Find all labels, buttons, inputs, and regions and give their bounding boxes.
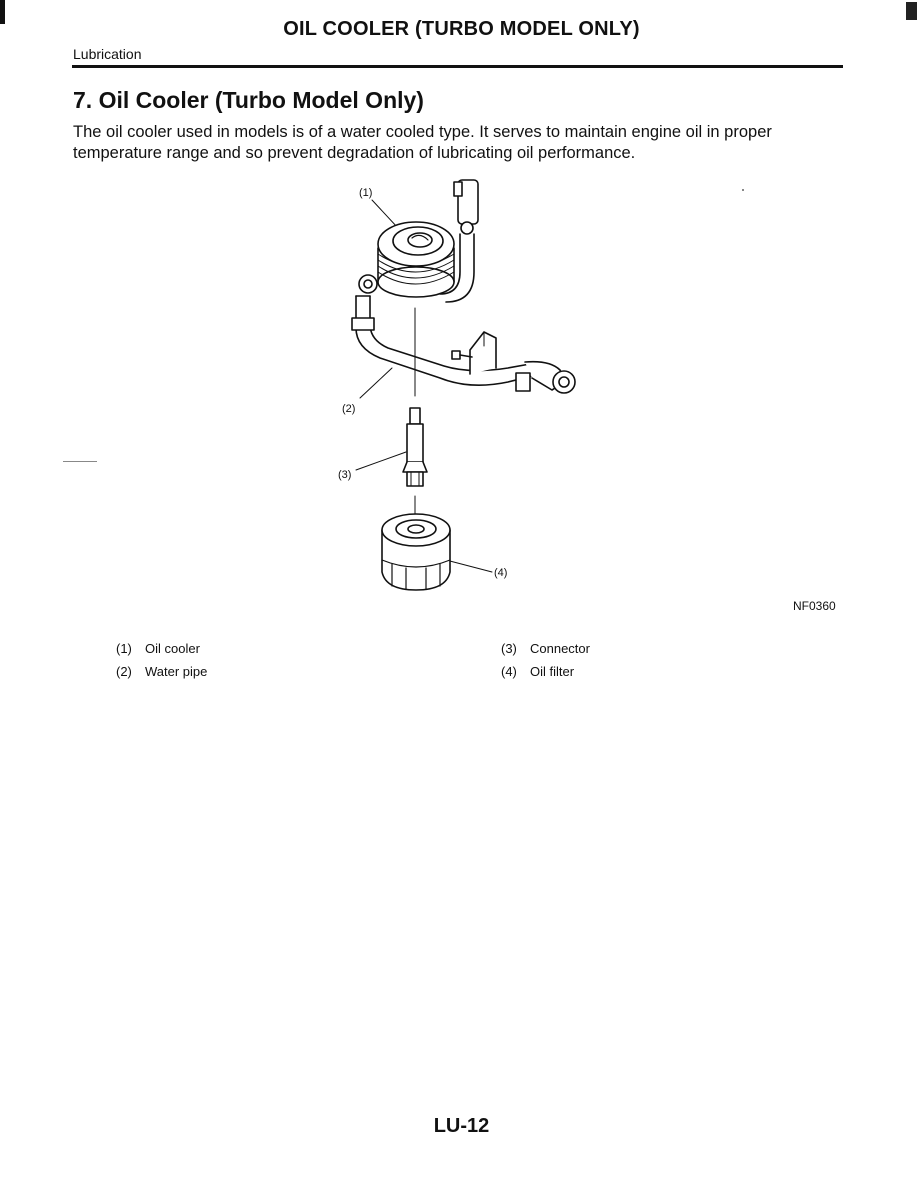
oil-cooler-body [378,222,454,297]
oil-cooler-diagram [320,168,600,603]
scan-speck [742,189,744,191]
legend-column-right [501,637,590,683]
legend-label: Oil cooler [145,641,200,656]
callout-leader-2 [360,368,392,398]
section-title: 7. Oil Cooler (Turbo Model Only) [73,87,424,113]
section-name: Lubrication [73,46,142,62]
connector [403,408,427,486]
page-number: LU-12 [433,1115,490,1137]
header-divider [72,65,843,68]
legend-number: (2) [116,664,132,679]
scan-speck [63,461,97,462]
legend-label: Water pipe [145,664,208,679]
callout-leader-1 [372,200,398,228]
figure-code: NF0360 [793,599,836,613]
oil-cooler-illustration [320,168,600,603]
mounting-bracket [452,332,496,374]
callout-leader-3 [356,452,406,470]
callout-label-3: (3) [338,469,352,481]
callout-leader-4 [446,560,492,572]
callout-label-4: (4) [494,567,508,579]
legend-number: (1) [116,641,132,656]
page-header-title: OIL COOLER (TURBO MODEL ONLY) [283,18,640,40]
intro-paragraph: The oil cooler used in models is of a water cooled type. It serves to maintain engine oil in proper temperature range and so prevent degradation of lubricating oil performance. [73,123,772,162]
callout-label-2: (2) [342,403,356,415]
water-pipe [352,296,575,393]
legend-item [116,660,207,683]
legend-label: Oil filter [530,664,575,679]
callout-label-1: (1) [359,187,373,199]
legend-item [501,660,590,683]
legend-label: Connector [530,641,590,656]
legend-column-left [116,637,207,683]
legend-item [116,637,207,660]
legend-number: (3) [501,641,517,656]
legend-number: (4) [501,664,517,679]
legend-item [501,637,590,660]
oil-filter [382,514,450,590]
